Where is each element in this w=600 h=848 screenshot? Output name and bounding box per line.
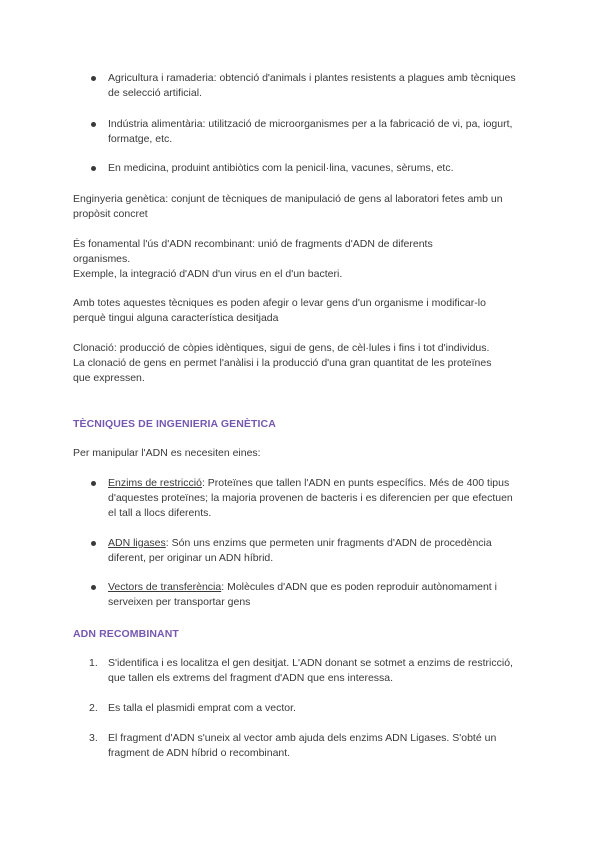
term-description: : Són uns enzims que permeten unir fragments d'ADN de procedència diferent, per originar un ADN híbrid.: [108, 537, 492, 564]
list-item-text: Es talla el plasmidi emprat com a vector.: [108, 702, 296, 714]
list-item-text: En medicina, produint antibiòtics com la penicil·lina, vacunes, sèrums, etc.: [108, 162, 454, 174]
term-dna-ligases: ADN ligases: [108, 537, 166, 549]
list-item-text: [108, 580, 518, 610]
cloning-paragraph: Clonació: producció de còpies idèntiques, sigui de gens, de cèl·lules i fins i tot d'individus. La clonació de gens en permet l'anàlisi i la producció d'una gran quantitat de les proteïnes que expressen.: [73, 342, 492, 384]
bullet-icon: [91, 536, 101, 546]
list-item-text: Indústria alimentària: utilització de microorganismes per a la fabricació de vi, pa, iogurt, formatge, etc.: [108, 118, 513, 145]
list-item-text: S'identifica i es localitza el gen desitjat. L'ADN donant se sotmet a enzims de restricció, que tallen els extrems del fragment d'ADN que ens interessa.: [108, 657, 513, 684]
bullet-icon: [91, 117, 101, 127]
section-heading-techniques: TÈCNIQUES DE INGENIERIA GENÈTICA: [73, 418, 276, 430]
term-transfer-vectors: Vectors de transferència: [108, 581, 222, 593]
list-item-text: El fragment d'ADN s'uneix al vector amb ajuda dels enzims ADN Ligases. S'obté un fragment de ADN híbrid o recombinant.: [108, 732, 497, 759]
term-restriction-enzymes: Enzims de restricció: [108, 477, 202, 489]
genetic-engineering-paragraph: Enginyeria genètica: conjunt de tècniques de manipulació de gens al laboratori fetes amb un propòsit concret: [73, 193, 503, 220]
tools-intro: Per manipular l'ADN es necesiten eines:: [73, 447, 261, 459]
recombinant-dna-paragraph: És fonamental l'ús d'ADN recombinant: unió de fragments d'ADN de diferents organismes.: [73, 238, 433, 265]
techniques-paragraph: Amb totes aquestes tècniques es poden afegir o levar gens d'un organisme i modificar-lo perquè tingui alguna característica desitjada: [73, 297, 486, 324]
step-number: 3.: [89, 732, 98, 744]
bullet-icon: [91, 580, 101, 590]
step-number: 2.: [89, 702, 98, 714]
bullet-icon: [91, 476, 101, 486]
step-number: 1.: [89, 657, 98, 669]
list-item-text: Agricultura i ramaderia: obtenció d'animals i plantes resistents a plagues amb tècniques de selecció artificial.: [108, 72, 516, 99]
example-paragraph: Exemple, la integració d'ADN d'un virus en el d'un bacteri.: [73, 268, 343, 280]
term-description: : Molècules d'ADN que es poden reproduir autònomament i serveixen per transportar gens: [108, 581, 497, 608]
section-heading-recombinant: ADN RECOMBINANT: [73, 628, 179, 640]
list-item-text: [108, 536, 518, 566]
bullet-icon: [91, 71, 101, 81]
term-description: : Proteïnes que tallen l'ADN en punts específics. Més de 400 tipus d'aquestes proteïnes; la majoria provenen de bacteris i es diferencien per que efectuen el tall a llocs diferents.: [108, 477, 513, 519]
list-item-text: [108, 476, 518, 521]
bullet-icon: [91, 161, 101, 171]
